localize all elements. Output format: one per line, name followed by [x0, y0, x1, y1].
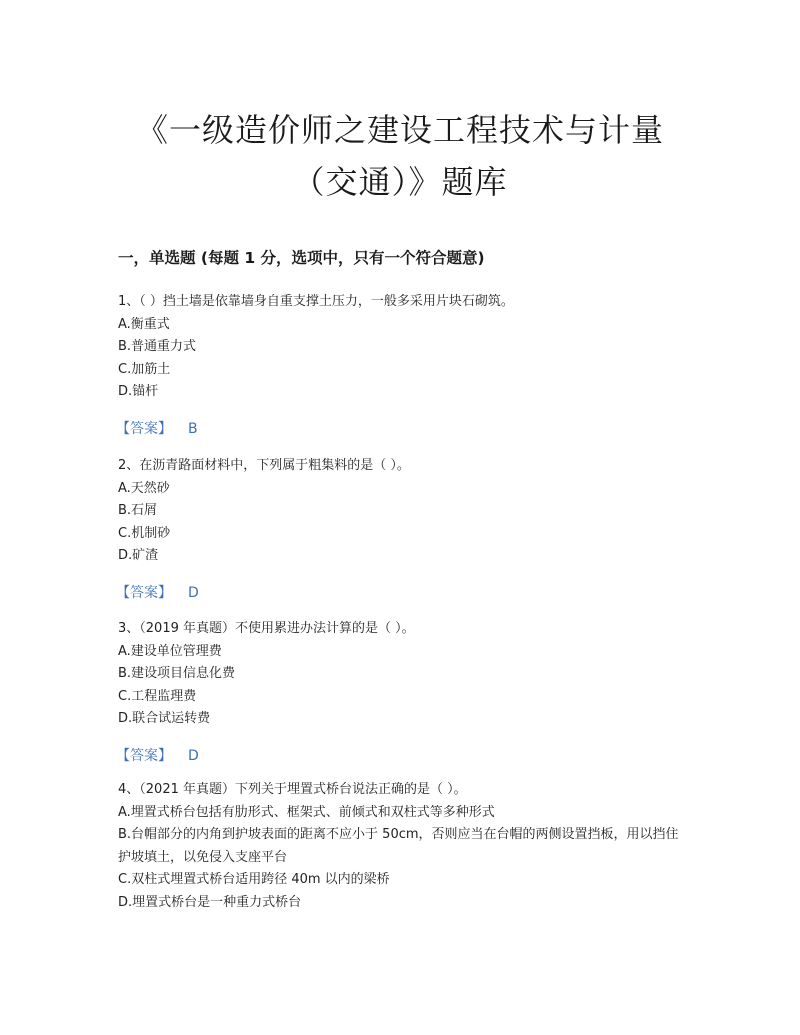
answer-tag: 【答案】 — [116, 584, 172, 601]
document-title-line-1: 《一级造价师之建设工程技术与计量 — [135, 111, 664, 149]
option-b: B.建设项目信息化费 — [118, 666, 236, 681]
document-title-line-2: （交通）》题库 — [292, 163, 508, 201]
option-b: B.普通重力式 — [118, 339, 197, 354]
option-b: B.台帽部分的内角到护坡表面的距离不应小于 50cm，否则应当在台帽的两侧设置挡板，用以挡住护坡填土，以免侵入支座平台 — [118, 827, 679, 865]
section-heading: 一，单选题 (每题 1 分，选项中，只有一个符合题意) — [118, 249, 485, 267]
option-c: C.双柱式埋置式桥台适用跨径 40m 以内的梁桥 — [118, 872, 390, 887]
question-2 — [118, 455, 688, 604]
question-3 — [118, 618, 688, 767]
question-stem: 3、（2019 年真题）不使用累进办法计算的是（ ）。 — [118, 621, 415, 636]
option-c: C.机制砂 — [118, 525, 171, 541]
option-d: D.锚杆 — [118, 384, 159, 399]
option-d: D.埋置式桥台是一种重力式桥台 — [118, 894, 302, 910]
answer-line — [118, 418, 688, 440]
question-stem: 4、（2021 年真题）下列关于埋置式桥台说法正确的是（ ）。 — [118, 782, 467, 797]
answer-line — [118, 582, 688, 604]
answer-tag: 【答案】 — [116, 420, 172, 437]
option-b: B.石屑 — [118, 503, 158, 518]
answer-tag: 【答案】 — [116, 747, 172, 764]
answer-value: B — [188, 420, 198, 437]
option-d: D.联合试运转费 — [118, 711, 211, 726]
question-stem: 1、（ ）挡土墙是依靠墙身自重支撑土压力，一般多采用片块石砌筑。 — [118, 294, 514, 309]
option-a: A.建设单位管理费 — [118, 643, 222, 659]
answer-value: D — [188, 584, 199, 601]
answer-line — [118, 745, 688, 767]
question-1 — [118, 291, 688, 440]
question-4 — [118, 779, 688, 914]
question-stem: 2、在沥青路面材料中，下列属于粗集料的是（ ）。 — [118, 458, 410, 473]
option-c: C.加筋土 — [118, 361, 171, 377]
option-c: C.工程监理费 — [118, 688, 197, 704]
answer-value: D — [188, 747, 199, 764]
option-a: A.天然砂 — [118, 480, 170, 496]
option-d: D.矿渣 — [118, 548, 159, 563]
option-a: A.衡重式 — [118, 316, 170, 332]
option-a: A.埋置式桥台包括有肋形式、框架式、前倾式和双柱式等多种形式 — [118, 804, 495, 820]
